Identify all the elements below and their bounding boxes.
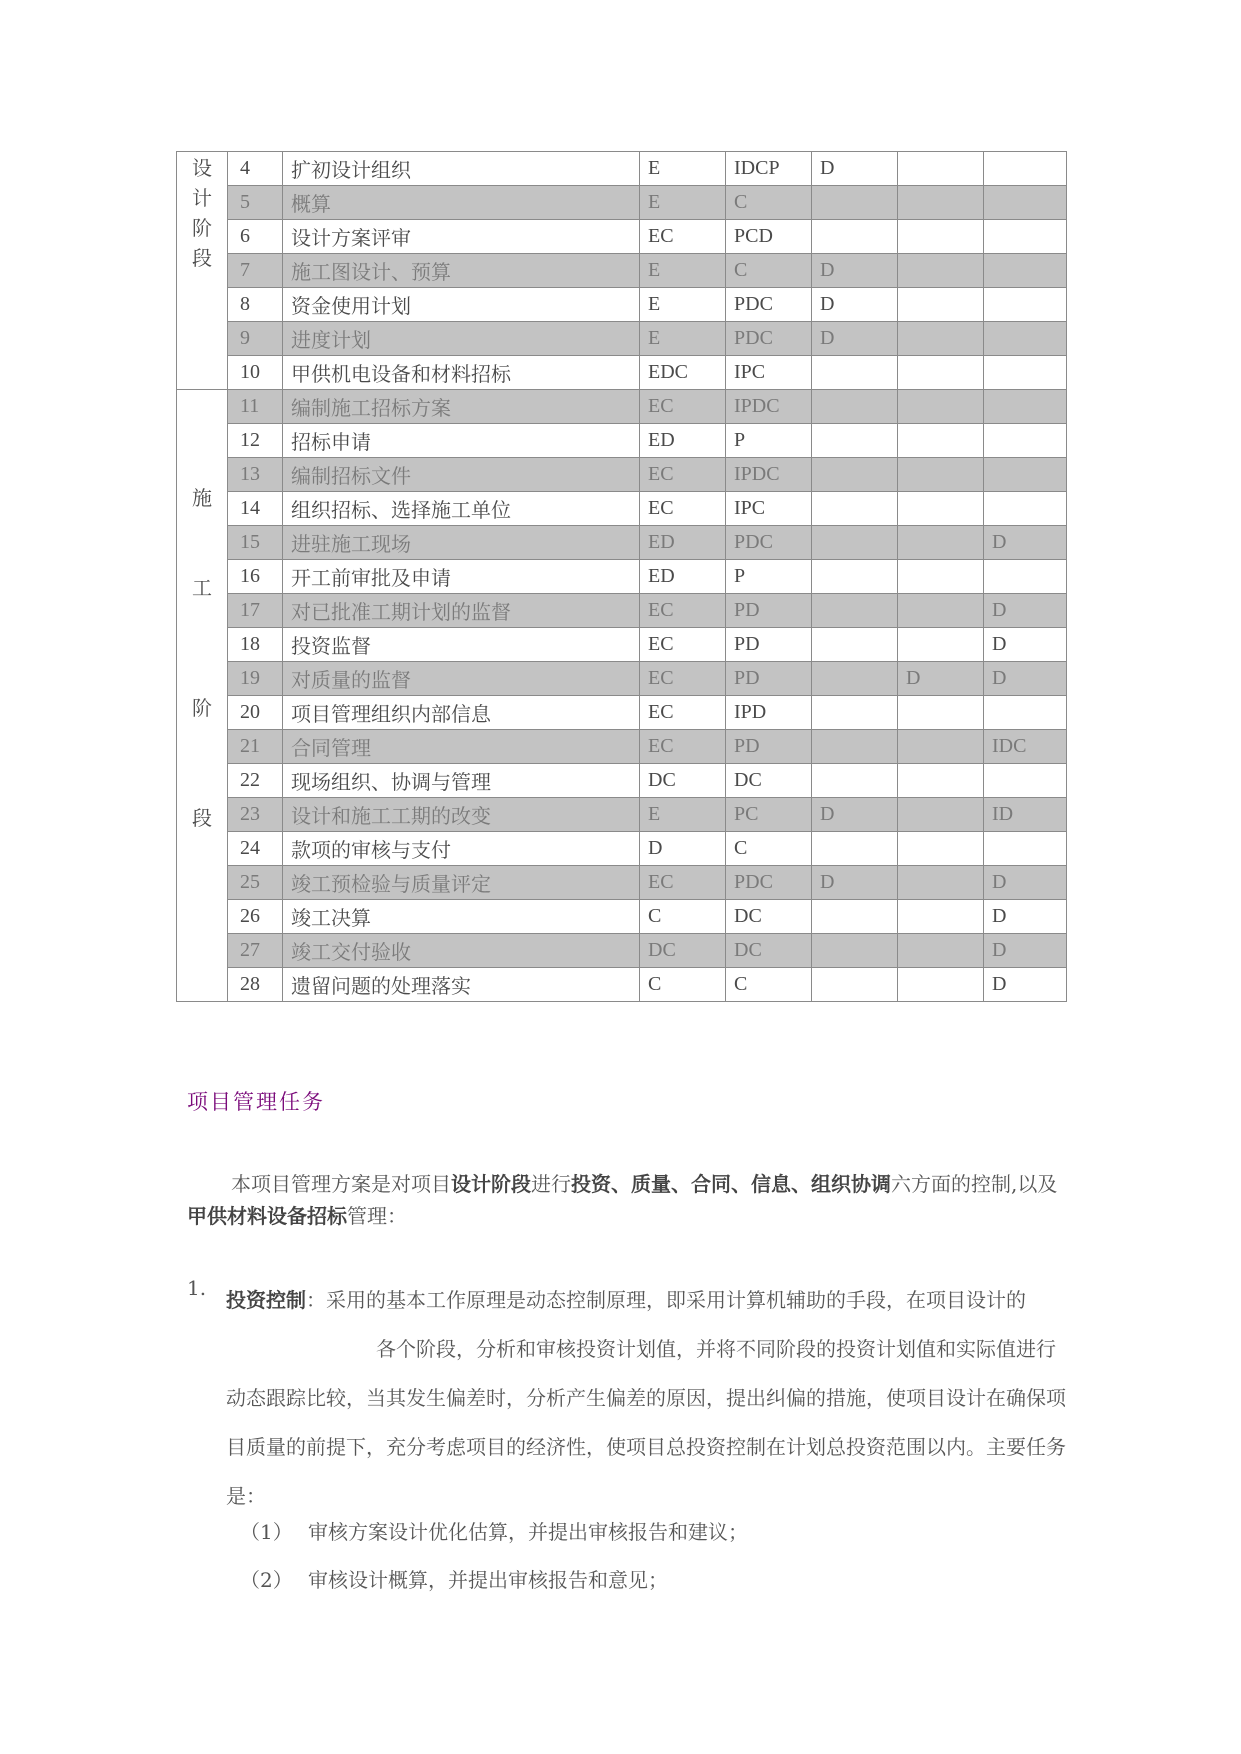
task-name: 资金使用计划: [283, 288, 640, 322]
role-code: [812, 934, 898, 968]
role-code: E: [640, 254, 726, 288]
role-code: PDC: [726, 866, 812, 900]
row-number: 26: [228, 900, 283, 934]
row-number: 22: [228, 764, 283, 798]
role-code: [898, 288, 984, 322]
role-code: [812, 730, 898, 764]
task-name: 设计方案评审: [283, 220, 640, 254]
row-number: 8: [228, 288, 283, 322]
row-number: 10: [228, 356, 283, 390]
role-code: [898, 322, 984, 356]
role-code: D: [640, 832, 726, 866]
role-code: [984, 424, 1067, 458]
table-row: [177, 866, 1067, 900]
row-number: 20: [228, 696, 283, 730]
row-number: 6: [228, 220, 283, 254]
table-row: [177, 764, 1067, 798]
role-code: [812, 628, 898, 662]
role-code: D: [984, 662, 1067, 696]
role-code: D: [984, 866, 1067, 900]
role-code: EC: [640, 662, 726, 696]
role-code: [812, 968, 898, 1002]
role-code: [898, 152, 984, 186]
row-number: 12: [228, 424, 283, 458]
table-row: [177, 458, 1067, 492]
row-number: 7: [228, 254, 283, 288]
role-code: [812, 390, 898, 424]
role-code: [812, 900, 898, 934]
table-row: [177, 220, 1067, 254]
role-code: EC: [640, 458, 726, 492]
role-code: [898, 900, 984, 934]
table-row: [177, 288, 1067, 322]
sub-item-1: （1） 审核方案设计优化估算，并提出审核报告和建议；: [240, 1520, 748, 1544]
role-code: C: [640, 900, 726, 934]
role-code: [812, 186, 898, 220]
role-code: [898, 730, 984, 764]
task-name: 进度计划: [283, 322, 640, 356]
role-code: PD: [726, 594, 812, 628]
task-name: 合同管理: [283, 730, 640, 764]
role-code: [812, 594, 898, 628]
task-name: 进驻施工现场: [283, 526, 640, 560]
table-row: [177, 322, 1067, 356]
role-code: [898, 254, 984, 288]
task-name: 甲供机电设备和材料招标: [283, 356, 640, 390]
role-code: PD: [726, 628, 812, 662]
role-code: [812, 220, 898, 254]
table-row: [177, 662, 1067, 696]
table-row: [177, 900, 1067, 934]
role-code: EC: [640, 628, 726, 662]
role-code: [812, 560, 898, 594]
role-code: PDC: [726, 288, 812, 322]
task-name: 招标申请: [283, 424, 640, 458]
role-code: PD: [726, 662, 812, 696]
role-code: DC: [726, 900, 812, 934]
task-name: 编制施工招标方案: [283, 390, 640, 424]
responsibility-table: [176, 151, 1067, 1002]
table-row: [177, 628, 1067, 662]
role-code: [984, 458, 1067, 492]
task-name: 对质量的监督: [283, 662, 640, 696]
row-number: 16: [228, 560, 283, 594]
role-code: P: [726, 560, 812, 594]
role-code: C: [726, 254, 812, 288]
task-name: 竣工交付验收: [283, 934, 640, 968]
row-number: 4: [228, 152, 283, 186]
role-code: EC: [640, 866, 726, 900]
design-phase-label: 设 计 阶 段: [177, 152, 228, 390]
row-number: 24: [228, 832, 283, 866]
construction-phase-label: 施 工 阶 段: [177, 390, 228, 1002]
task-name: 现场组织、协调与管理: [283, 764, 640, 798]
task-name: 项目管理组织内部信息: [283, 696, 640, 730]
role-code: C: [640, 968, 726, 1002]
role-code: [984, 832, 1067, 866]
role-code: E: [640, 288, 726, 322]
role-code: [898, 594, 984, 628]
task-name: 遗留问题的处理落实: [283, 968, 640, 1002]
role-code: DC: [640, 934, 726, 968]
role-code: D: [984, 968, 1067, 1002]
role-code: [984, 220, 1067, 254]
row-number: 18: [228, 628, 283, 662]
row-number: 23: [228, 798, 283, 832]
role-code: [984, 356, 1067, 390]
role-code: ID: [984, 798, 1067, 832]
task-name: 款项的审核与支付: [283, 832, 640, 866]
row-number: 27: [228, 934, 283, 968]
role-code: D: [812, 322, 898, 356]
task-name: 竣工预检验与质量评定: [283, 866, 640, 900]
table-row: [177, 730, 1067, 764]
role-code: [984, 764, 1067, 798]
role-code: ED: [640, 424, 726, 458]
role-code: IPC: [726, 492, 812, 526]
role-code: IDCP: [726, 152, 812, 186]
role-code: C: [726, 968, 812, 1002]
role-code: PD: [726, 730, 812, 764]
role-code: [812, 764, 898, 798]
row-number: 9: [228, 322, 283, 356]
row-number: 17: [228, 594, 283, 628]
role-code: D: [812, 866, 898, 900]
task-name: 开工前审批及申请: [283, 560, 640, 594]
role-code: D: [812, 152, 898, 186]
task-name: 组织招标、选择施工单位: [283, 492, 640, 526]
role-code: D: [984, 594, 1067, 628]
row-number: 13: [228, 458, 283, 492]
task-name: 投资监督: [283, 628, 640, 662]
table-row: [177, 492, 1067, 526]
task-name: 编制招标文件: [283, 458, 640, 492]
role-code: [898, 968, 984, 1002]
role-code: C: [726, 186, 812, 220]
role-code: [984, 492, 1067, 526]
table-row: [177, 390, 1067, 424]
row-number: 21: [228, 730, 283, 764]
table-row: [177, 968, 1067, 1002]
role-code: EDC: [640, 356, 726, 390]
role-code: D: [984, 900, 1067, 934]
role-code: E: [640, 322, 726, 356]
role-code: [898, 526, 984, 560]
role-code: [898, 798, 984, 832]
role-code: [812, 696, 898, 730]
role-code: [898, 458, 984, 492]
role-code: IPDC: [726, 390, 812, 424]
role-code: E: [640, 798, 726, 832]
role-code: E: [640, 152, 726, 186]
task-name: 扩初设计组织: [283, 152, 640, 186]
role-code: [898, 390, 984, 424]
table-row: [177, 594, 1067, 628]
table-row: [177, 696, 1067, 730]
table-row: [177, 424, 1067, 458]
role-code: DC: [726, 764, 812, 798]
role-code: D: [984, 934, 1067, 968]
table-row: [177, 832, 1067, 866]
investment-control-paragraph: 投资控制：采用的基本工作原理是动态控制原理，即采用计算机辅助的手段，在项目设计的各个阶段，分析和审核投资计划值，并将不同阶段的投资计划值和实际值进行动态跟踪比较，当其发生偏差时，分析产生偏差的原因，提出纠偏的措施，使项目设计在确保项目质量的前提下，充分考虑项目的经济性，使项目总投资控制在计划总投资范围以内。主要任务是：: [226, 1288, 1066, 1508]
table-row: [177, 254, 1067, 288]
row-number: 15: [228, 526, 283, 560]
role-code: PDC: [726, 526, 812, 560]
row-number: 11: [228, 390, 283, 424]
row-number: 14: [228, 492, 283, 526]
role-code: DC: [640, 764, 726, 798]
role-code: [898, 492, 984, 526]
role-code: [984, 560, 1067, 594]
role-code: D: [984, 628, 1067, 662]
role-code: DC: [726, 934, 812, 968]
role-code: [898, 934, 984, 968]
role-code: PCD: [726, 220, 812, 254]
role-code: PDC: [726, 322, 812, 356]
role-code: [812, 492, 898, 526]
role-code: D: [812, 254, 898, 288]
task-name: 设计和施工工期的改变: [283, 798, 640, 832]
role-code: ED: [640, 560, 726, 594]
role-code: IPDC: [726, 458, 812, 492]
role-code: EC: [640, 594, 726, 628]
row-number: 25: [228, 866, 283, 900]
task-name: 竣工决算: [283, 900, 640, 934]
role-code: [898, 186, 984, 220]
role-code: [812, 424, 898, 458]
role-code: IPC: [726, 356, 812, 390]
role-code: IDC: [984, 730, 1067, 764]
table-row: [177, 798, 1067, 832]
table-row: [177, 152, 1067, 186]
role-code: E: [640, 186, 726, 220]
task-name: 概算: [283, 186, 640, 220]
row-number: 5: [228, 186, 283, 220]
intro-paragraph: 本项目管理方案是对项目设计阶段进行投资、质量、合同、信息、组织协调六方面的控制,以及甲供材料设备招标管理：: [187, 1172, 1058, 1228]
role-code: PC: [726, 798, 812, 832]
role-code: D: [812, 798, 898, 832]
table-row: [177, 560, 1067, 594]
role-code: [984, 696, 1067, 730]
list-number: 1.: [187, 1276, 207, 1300]
role-code: EC: [640, 390, 726, 424]
role-code: [898, 424, 984, 458]
role-code: IPD: [726, 696, 812, 730]
role-code: [898, 356, 984, 390]
role-code: [812, 458, 898, 492]
row-number: 28: [228, 968, 283, 1002]
table-row: [177, 526, 1067, 560]
row-number: 19: [228, 662, 283, 696]
role-code: EC: [640, 220, 726, 254]
role-code: [898, 866, 984, 900]
role-code: D: [898, 662, 984, 696]
role-code: EC: [640, 730, 726, 764]
role-code: [898, 628, 984, 662]
sub-item-2: （2） 审核设计概算，并提出审核报告和意见；: [240, 1568, 668, 1592]
role-code: [898, 696, 984, 730]
task-name: 对已批准工期计划的监督: [283, 594, 640, 628]
role-code: D: [984, 526, 1067, 560]
role-code: P: [726, 424, 812, 458]
role-code: D: [812, 288, 898, 322]
table-row: [177, 186, 1067, 220]
role-code: [984, 390, 1067, 424]
role-code: [984, 288, 1067, 322]
table-row: [177, 934, 1067, 968]
role-code: [898, 832, 984, 866]
task-name: 施工图设计、预算: [283, 254, 640, 288]
role-code: [812, 356, 898, 390]
role-code: [812, 662, 898, 696]
role-code: ED: [640, 526, 726, 560]
role-code: [898, 764, 984, 798]
role-code: EC: [640, 492, 726, 526]
role-code: EC: [640, 696, 726, 730]
role-code: [984, 152, 1067, 186]
role-code: [984, 254, 1067, 288]
role-code: [984, 322, 1067, 356]
role-code: [898, 220, 984, 254]
role-code: [984, 186, 1067, 220]
table-row: [177, 356, 1067, 390]
role-code: [812, 526, 898, 560]
section-title: 项目管理任务: [187, 1090, 325, 1114]
role-code: [898, 560, 984, 594]
role-code: C: [726, 832, 812, 866]
role-code: [812, 832, 898, 866]
